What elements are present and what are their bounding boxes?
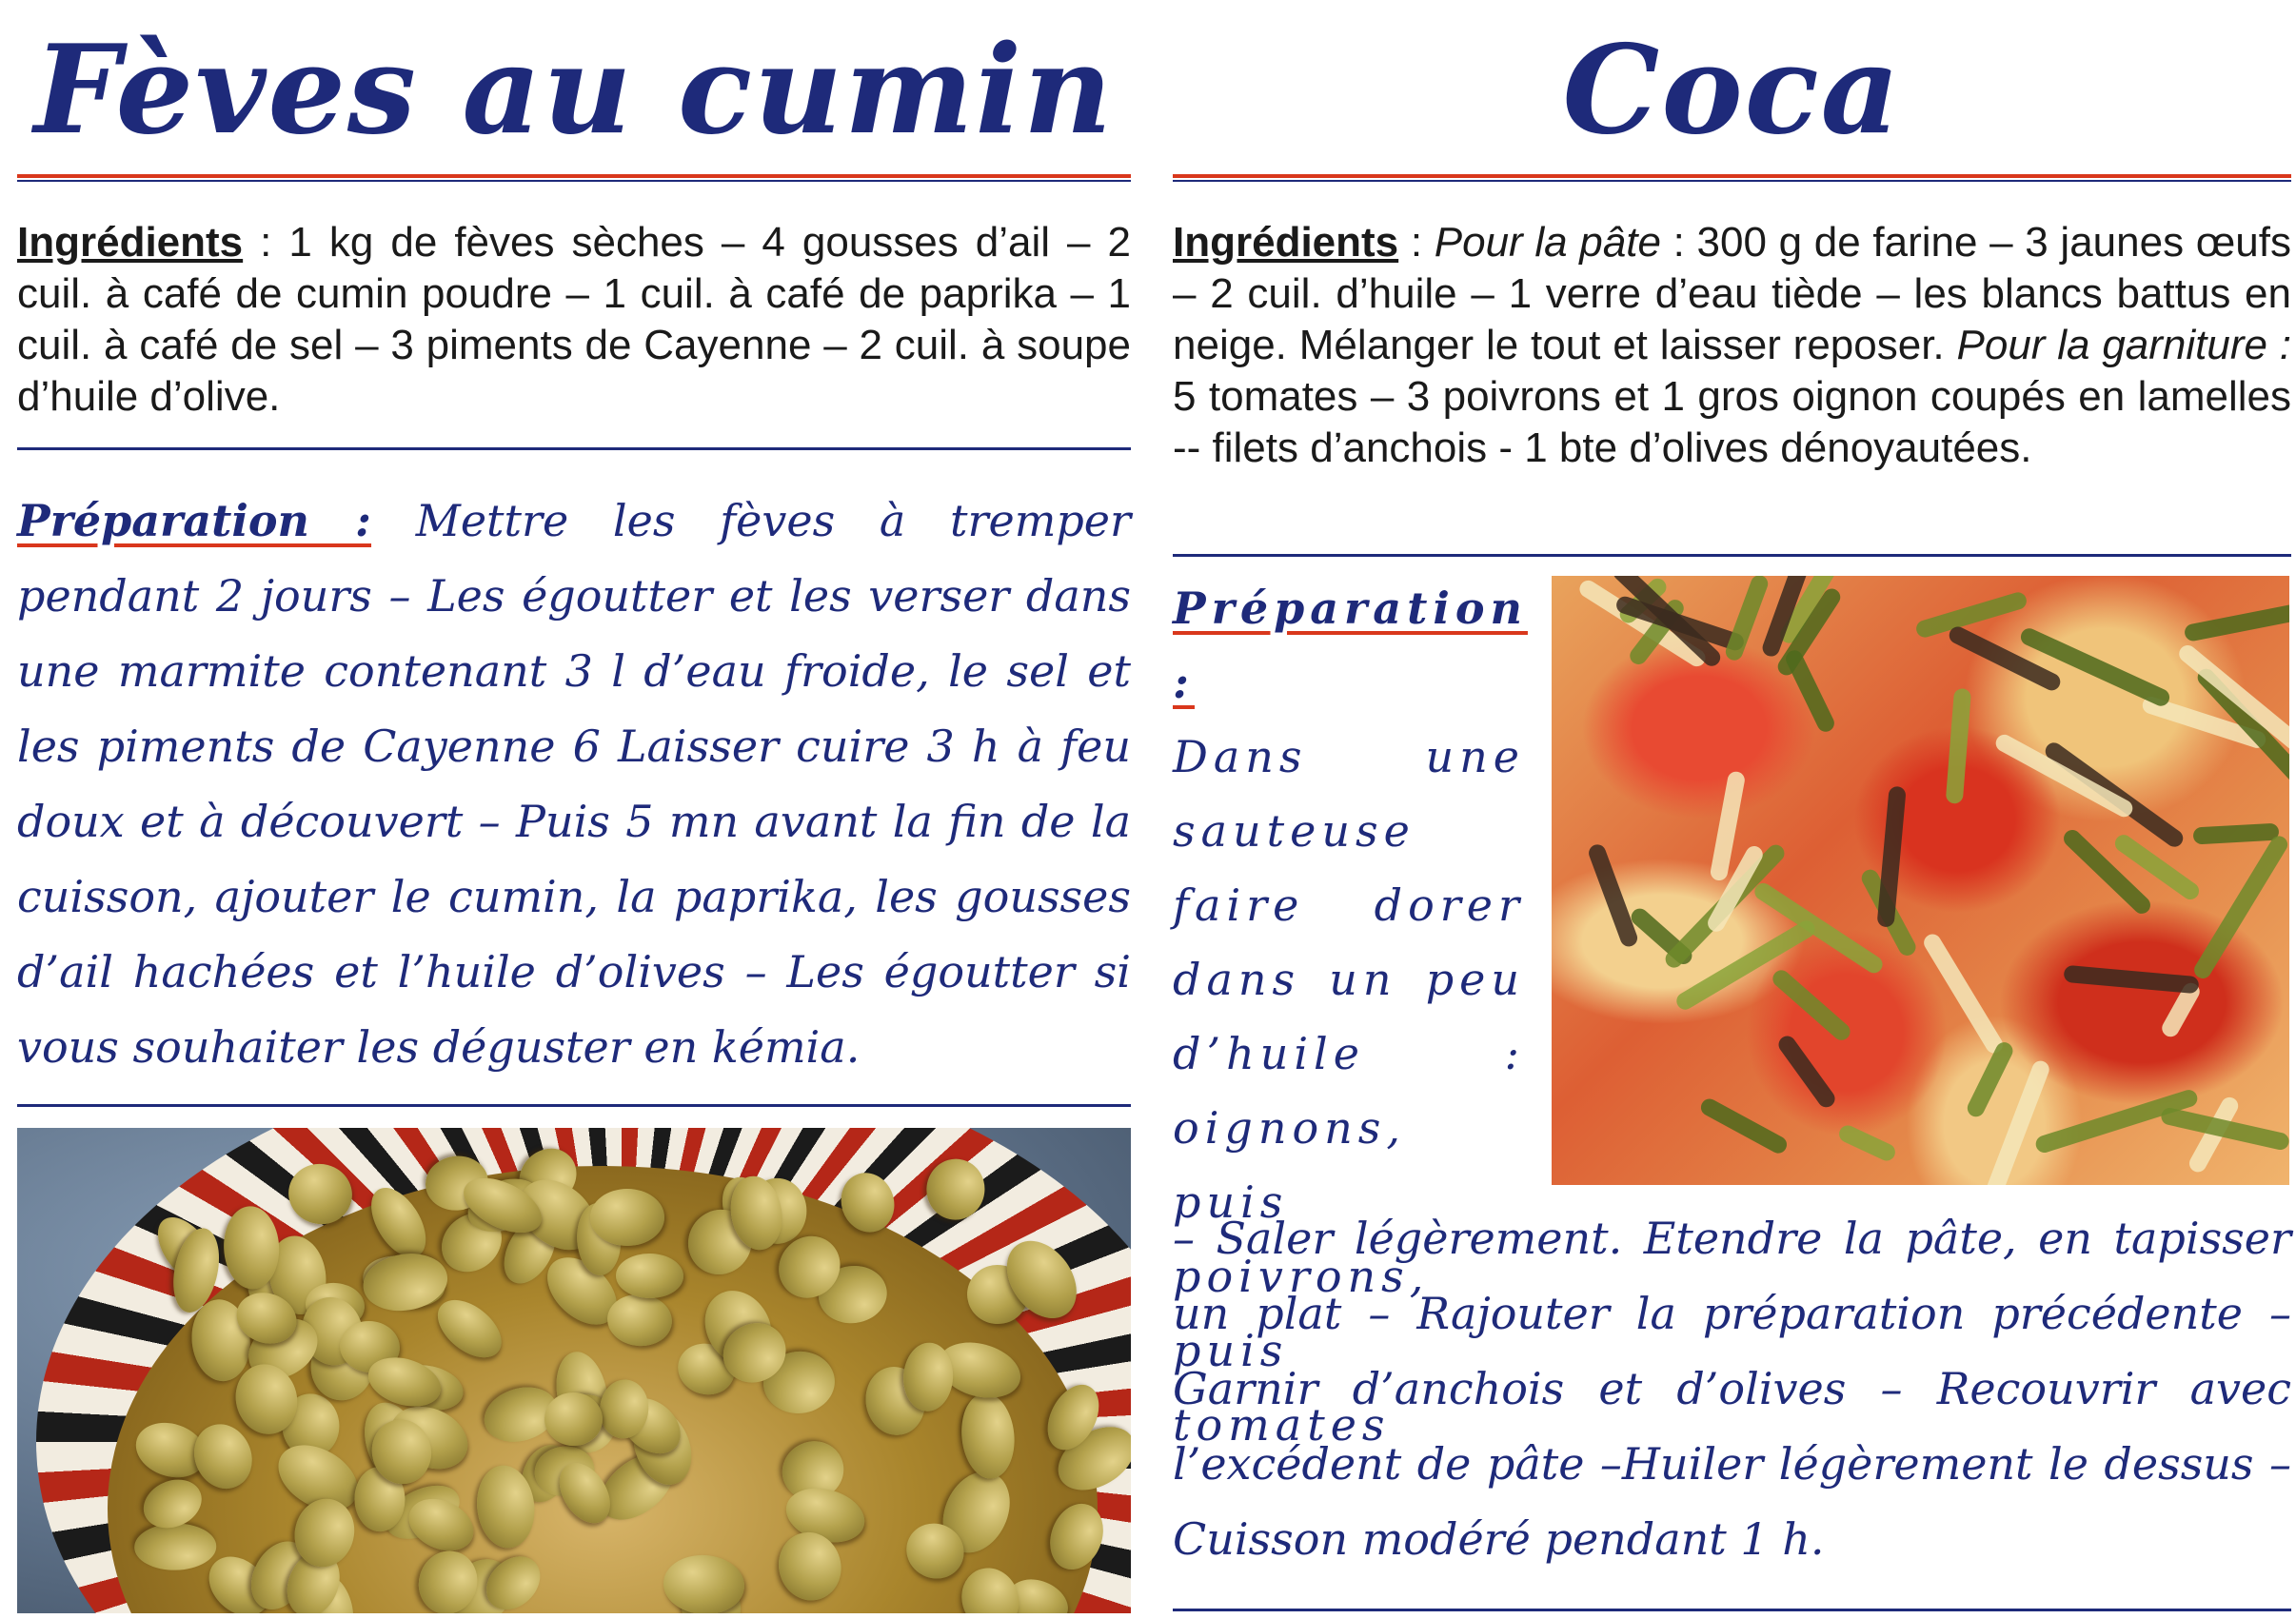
vegetable-strip xyxy=(2191,833,2289,982)
section-divider xyxy=(17,447,1131,450)
preparation-label: Préparation : xyxy=(17,495,372,546)
preparation-text: Mettre les fèves à tremper pendant 2 jours – Les égoutter et les verser dans une marmite contenant 3 l d’eau froide, le sel et les piments de Cayenne 6 Laisser cuire 3 h à feu doux et à découvert – Puis 5 mn avant la fin de la cuisson, ajouter le cumin, la paprika, les gousses d’ail hachées et l’huile d’olives – Les égoutter si vous souhaiter les déguster en kémia. xyxy=(17,495,1132,1073)
preparation-block-bottom xyxy=(1173,1201,2291,1577)
feves-photo xyxy=(17,1128,1131,1613)
vegetable-strip xyxy=(1946,623,2063,693)
vegetable-strip xyxy=(1993,732,2136,820)
ingredients-block: Ingrédients : Pour la pâte : 300 g de farine – 3 jaunes œufs – 2 cuil. d’huile – 1 verre d’eau tiède – les blancs battus en neige. Mélanger le tout et laisser reposer. Pour la garniture : 5 tomates – 3 poivrons et 1 gros oignon coupés en lamelles -- filets d’anchois - 1 bte d’olives dénoyautées. xyxy=(1173,219,2292,471)
ingredients-text: : 1 kg de fèves sèches – 4 gousses d’ail – 2 cuil. à café de cumin poudre – 1 cuil. à café de paprika – 1 cuil. à café de sel – 3 piments de Cayenne – 2 cuil. à soupe d’huile d’olive. xyxy=(17,219,1131,420)
vegetable-strip xyxy=(1921,931,2006,1056)
recipe-title: Fèves au cumin xyxy=(33,19,1115,162)
vegetable-strip xyxy=(1752,879,1886,976)
recipe-title: Coca xyxy=(1562,19,1902,162)
preparation-block xyxy=(17,484,1131,1085)
preparation-text-1: Dans une sauteuse faire dorer dans un peu d’huile : oignons, puis poivrons, puis tomates xyxy=(1173,731,1525,1451)
vegetable-strip xyxy=(1836,1123,1898,1164)
garniture-text: 5 tomates – 3 poivrons et 1 gros oignon coupés en lamelles -- filets d’anchois - 1 bte d’olives dénoyautées. xyxy=(1173,373,2291,471)
title-divider xyxy=(17,174,1131,178)
vegetable-strip xyxy=(1945,688,1970,804)
vegetable-strip xyxy=(1698,1096,1790,1156)
title-divider xyxy=(1173,174,2291,178)
vegetable-strip xyxy=(2183,601,2289,642)
vegetable-strip xyxy=(1769,966,1852,1043)
section-divider xyxy=(1173,1609,2291,1611)
garniture-label: Pour la garniture : xyxy=(1956,322,2292,368)
vegetable-strip xyxy=(2060,826,2153,917)
bean xyxy=(589,1189,663,1246)
pate-text: : 300 g de farine – 3 jaunes œufs – 2 cuil. d’huile – 1 verre d’eau tiède – les blancs battus en neige. Mélanger le tout et laisser reposer. xyxy=(1173,219,2291,368)
vegetable-strip xyxy=(1775,1033,1838,1111)
pate-label: Pour la pâte xyxy=(1434,219,1661,266)
vegetable-strip xyxy=(1877,785,1907,927)
vegetable-strip xyxy=(2063,965,2199,995)
vegetable-strip xyxy=(1587,842,1640,949)
vegetable-strip xyxy=(2192,823,2279,845)
ingredients-block xyxy=(17,217,1131,423)
section-divider xyxy=(17,1104,1131,1107)
coca-photo xyxy=(1552,576,2289,1185)
preparation-text-2: – Saler légèrement. Etendre la pâte, en tapisser un plat – Rajouter la préparation précédente – Garnir d’anchois et d’olives – Recouvrir avec l’excédent de pâte –Huiler légèrement le dessus – Cuisson modéré pendant 1 h. xyxy=(1173,1213,2291,1565)
preparation-label: Préparation : xyxy=(1173,582,1528,708)
ingredients-label: Ingrédients xyxy=(17,219,244,266)
section-divider xyxy=(1173,554,2291,557)
ingredients-label: Ingrédients xyxy=(1173,219,1399,266)
recipe-coca xyxy=(1173,0,2291,1619)
recipe-feves-au-cumin xyxy=(17,0,1131,1619)
